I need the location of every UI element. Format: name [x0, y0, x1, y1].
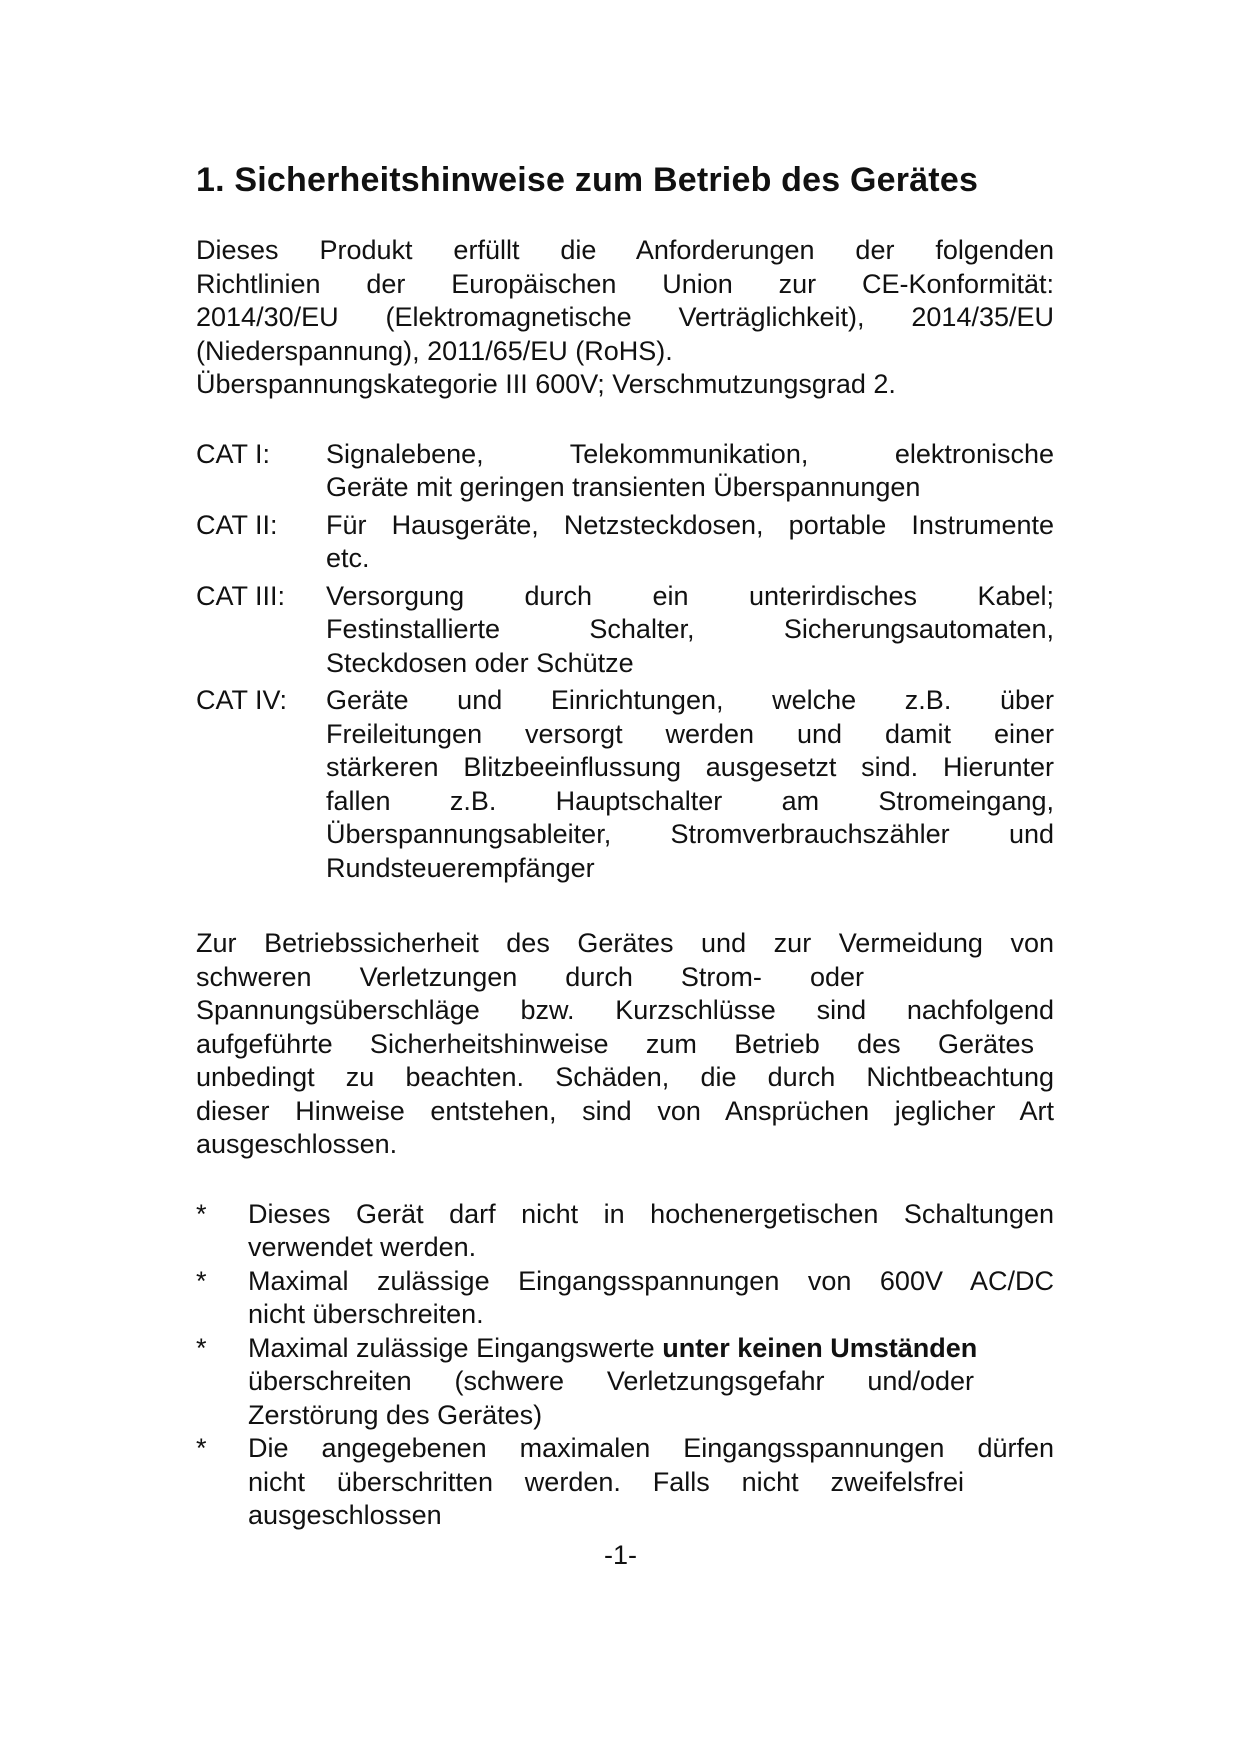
category-item-cat-ii — [196, 509, 1054, 576]
safety-line: Spannungsüberschläge bzw. Kurzschlüsse sind nachfolgend — [196, 995, 1054, 1025]
bullet-line: nicht überschritten werden. Falls nicht zweifelsfrei — [248, 1466, 964, 1497]
safety-paragraph — [196, 927, 1054, 1162]
safety-line: schweren Verletzungen durch Strom- oder — [196, 961, 864, 992]
safety-line: aufgeführte Sicherheitshinweise zum Betrieb des Gerätes — [196, 1028, 1034, 1059]
bullet-item — [196, 1198, 1054, 1265]
intro-line: Dieses Produkt erfüllt die Anforderungen der folgenden — [196, 235, 1054, 265]
category-label: CAT IV: — [196, 685, 288, 715]
safety-line: Zur Betriebssicherheit des Gerätes und zur Vermeidung von — [196, 928, 1054, 958]
bullet-item — [196, 1332, 1054, 1433]
category-line: Steckdosen oder Schütze — [326, 647, 634, 678]
category-line: Signalebene, Telekommunikation, elektronische — [326, 438, 1054, 469]
category-label: CAT I: — [196, 438, 271, 469]
section-title: 1. Sicherheitshinweise zum Betrieb des Gerätes — [196, 161, 979, 199]
safety-line: dieser Hinweise entstehen, sind von Ansprüchen jeglicher Art — [196, 1095, 1054, 1126]
bold-emphasis: unter keinen Umständen — [662, 1332, 978, 1363]
bullet-line: überschreiten (schwere Verletzungsgefahr und/oder — [248, 1366, 974, 1396]
bullet-line: ausgeschlossen — [248, 1500, 442, 1530]
intro-line: Überspannungskategorie III 600V; Verschmutzungsgrad 2. — [196, 369, 896, 399]
asterisk-icon: * — [196, 1332, 207, 1363]
category-line: fallen z.B. Hauptschalter am Stromeingang, — [326, 785, 1054, 816]
category-label: CAT III: — [196, 580, 286, 611]
bullet-line: Maximal zulässige Eingangsspannungen von 600V AC/DC — [248, 1265, 1054, 1296]
category-line: Geräte und Einrichtungen, welche z.B. über — [326, 685, 1054, 715]
category-line: Für Hausgeräte, Netzsteckdosen, portable Instrumente — [326, 509, 1054, 540]
safety-bullet-list — [196, 1198, 1054, 1533]
bullet-line: Dieses Gerät darf nicht in hochenergetischen Schaltungen — [248, 1198, 1054, 1229]
category-line: Überspannungsableiter, Stromverbrauchszähler und — [326, 819, 1054, 849]
document-page — [196, 160, 1054, 1533]
intro-line: 2014/30/EU (Elektromagnetische Verträglichkeit), 2014/35/EU — [196, 302, 1054, 332]
bullet-prefix: Maximal zulässige Eingangswerte — [248, 1332, 663, 1363]
category-line: Rundsteuerempfänger — [326, 852, 595, 883]
category-item-cat-iii — [196, 580, 1054, 681]
bullet-item — [196, 1432, 1054, 1533]
asterisk-icon: * — [196, 1265, 207, 1296]
bullet-line: Zerstörung des Gerätes) — [248, 1399, 543, 1430]
overvoltage-category-list — [196, 438, 1054, 886]
category-line: Freileitungen versorgt werden und damit einer — [326, 718, 1054, 749]
bullet-line: nicht überschreiten. — [248, 1299, 484, 1329]
bullet-line: verwendet werden. — [248, 1232, 477, 1262]
category-item-cat-i — [196, 438, 1054, 505]
safety-line: unbedingt zu beachten. Schäden, die durch Nichtbeachtung — [196, 1062, 1054, 1092]
category-line: Versorgung durch ein unterirdisches Kabel; — [326, 580, 1054, 611]
asterisk-icon: * — [196, 1198, 207, 1229]
bullet-line-emphasis — [248, 1332, 1054, 1366]
category-line: Geräte mit geringen transienten Überspannungen — [326, 472, 921, 502]
category-line: etc. — [326, 543, 370, 573]
category-item-cat-iv — [196, 684, 1054, 885]
category-line: Festinstallierte Schalter, Sicherungsautomaten, — [326, 614, 1054, 644]
intro-line: (Niederspannung), 2011/65/EU (RoHS). — [196, 335, 673, 366]
intro-paragraph — [196, 234, 1054, 402]
category-label: CAT II: — [196, 509, 278, 540]
intro-line: Richtlinien der Europäischen Union zur CE-Konformität: — [196, 268, 1054, 299]
safety-line: ausgeschlossen. — [196, 1129, 398, 1159]
bullet-item — [196, 1265, 1054, 1332]
category-line: stärkeren Blitzbeeinflussung ausgesetzt sind. Hierunter — [326, 752, 1054, 782]
page-number: -1- — [604, 1540, 637, 1570]
asterisk-icon: * — [196, 1433, 207, 1463]
bullet-line: Die angegebenen maximalen Eingangsspannungen dürfen — [248, 1433, 1054, 1463]
